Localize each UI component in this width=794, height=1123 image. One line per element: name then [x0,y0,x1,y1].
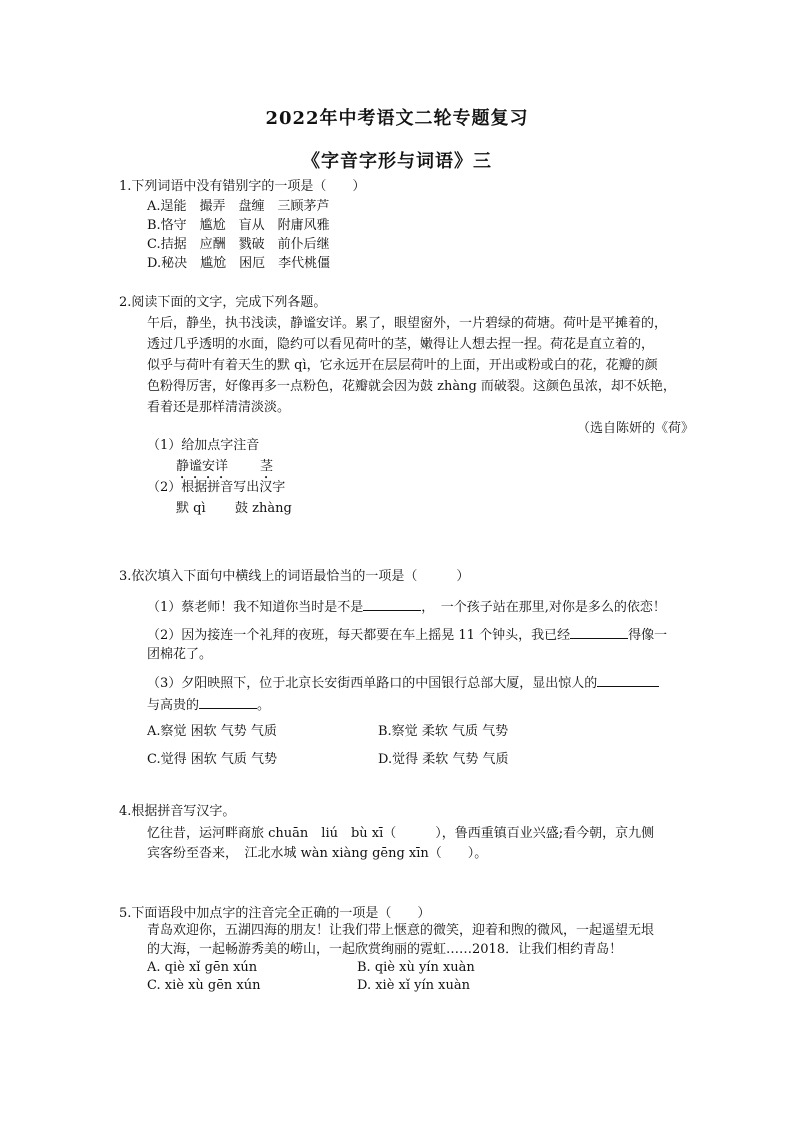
q3-options-row [147,748,509,767]
q3-sentence-3: （3）夕阳映照下，位于北京长安街西单路口的中国银行总部大厦，显出惊人的 [147,672,659,693]
q2-passage-line: 色粉得厉害，好像再多一点粉色，花瓣就会因为鼓 zhàng 而破裂。这颜色虽浓，却不妖艳， [147,379,676,394]
q1-option-b: B.恪守 尴尬 盲从 附庸风雅 [147,218,330,233]
q2-sub1-word: 茎 [260,459,274,474]
q2-sub2-label: （2）根据拼音写出汉字 [147,480,286,495]
document-title: 2022年中考语文二轮专题复习 [265,108,529,129]
q3-option-b: B.察觉 柔软 气质 气势 [378,724,509,739]
answer-blank[interactable] [363,596,421,611]
q4-stem: 4.根据拼音写汉字。 [119,804,236,819]
q1-option-d: D.秘决 尴尬 困厄 李代桃僵 [147,256,331,271]
q5-option-b: B. qiè xù yín xuàn [357,960,475,975]
q2-passage-line: 看着还是那样清清淡淡。 [147,400,291,415]
q5-option-a: A. qiè xǐ gēn xún [147,960,258,975]
q2-passage-line: 似乎与荷叶有着天生的默 qì，它永远开在层层荷叶的上面，开出或粉或白的花，花瓣的颜 [147,358,658,373]
q3-option-d: D.觉得 柔软 气势 气质 [378,752,509,767]
answer-blank[interactable] [199,694,257,709]
q5-options-row [147,978,470,993]
q3-options-row [147,720,508,739]
q2-sub2-word: 默 qì [176,501,206,516]
q3-sentence-2: （2）因为接连一个礼拜的夜班，每天都要在车上摇晃 11 个钟头，我已经 得像一 [147,624,667,645]
q3-sentence-3-cont: 与高贵的 。 [147,694,270,715]
q2-stem: 2.阅读下面的文字，完成下列各题。 [119,295,327,310]
q2-passage-line: 午后，静坐，执书浅读，静谧安详。累了，眼望窗外，一片碧绿的荷塘。荷叶是平摊着的， [147,316,668,331]
q2-sub2-word: 鼓 zhàng [235,501,292,516]
document-subtitle: 《字音字形与词语》三 [302,151,492,172]
q5-stem: 5.下面语段中加点字的注音完全正确的一项是（ ） [119,906,431,921]
q1-option-c: C.拮据 应酬 戮破 前仆后继 [147,237,330,252]
q4-line: 宾客纷至沓来， 江北水城 wàn xiàng gēng xīn（ ）。 [147,846,488,861]
answer-blank[interactable] [570,624,628,639]
q5-passage-line: 的大海，一起畅游秀美的崂山，一起欣赏绚丽的霓虹……2018．让我们相约青岛！ [147,942,623,957]
q3-sentence-2-cont: 团棉花了。 [147,647,213,662]
q2-source: （选自陈妍的《荷》 [576,421,694,436]
q3-option-a: A.察觉 困软 气势 气质 [147,724,277,739]
q3-stem: 3.依次填入下面句中横线上的词语最恰当的一项是（ ） [119,569,470,584]
q2-passage-line: 透过几乎透明的水面，隐约可以看见荷叶的茎，嫩得让人想去捏一捏。荷花是直立着的， [147,337,655,352]
q2-sub1-label: （1）给加点字注音 [147,438,260,453]
q1-option-a: A.逞能 撮弄 盘缠 三顾茅芦 [147,199,330,214]
q2-sub1-word: 静谧安详 [176,459,229,474]
q1-stem: 1.下列词语中没有错别字的一项是（ ） [119,179,366,194]
q5-option-c: C. xiè xù gēn xún [147,978,261,993]
q4-line: 忆往昔，运河畔商旅 chuān liú bù xī（ ），鲁西重镇百业兴盛;看今朝，京九侧 [147,826,655,841]
q5-options-row [147,960,475,975]
q3-option-c: C.觉得 困软 气质 气势 [147,752,278,767]
answer-blank[interactable] [597,672,659,687]
q5-option-d: D. xiè xǐ yín xuàn [357,978,470,993]
q5-passage-line: 青岛欢迎你，五湖四海的朋友！让我们带上惬意的微笑，迎着和煦的微风，一起遥望无垠 [147,923,655,938]
q3-sentence-1: （1）蔡老师！我不知道你当时是不是 ， 一个孩子站在那里,对你是多么的依恋！ [147,596,666,617]
